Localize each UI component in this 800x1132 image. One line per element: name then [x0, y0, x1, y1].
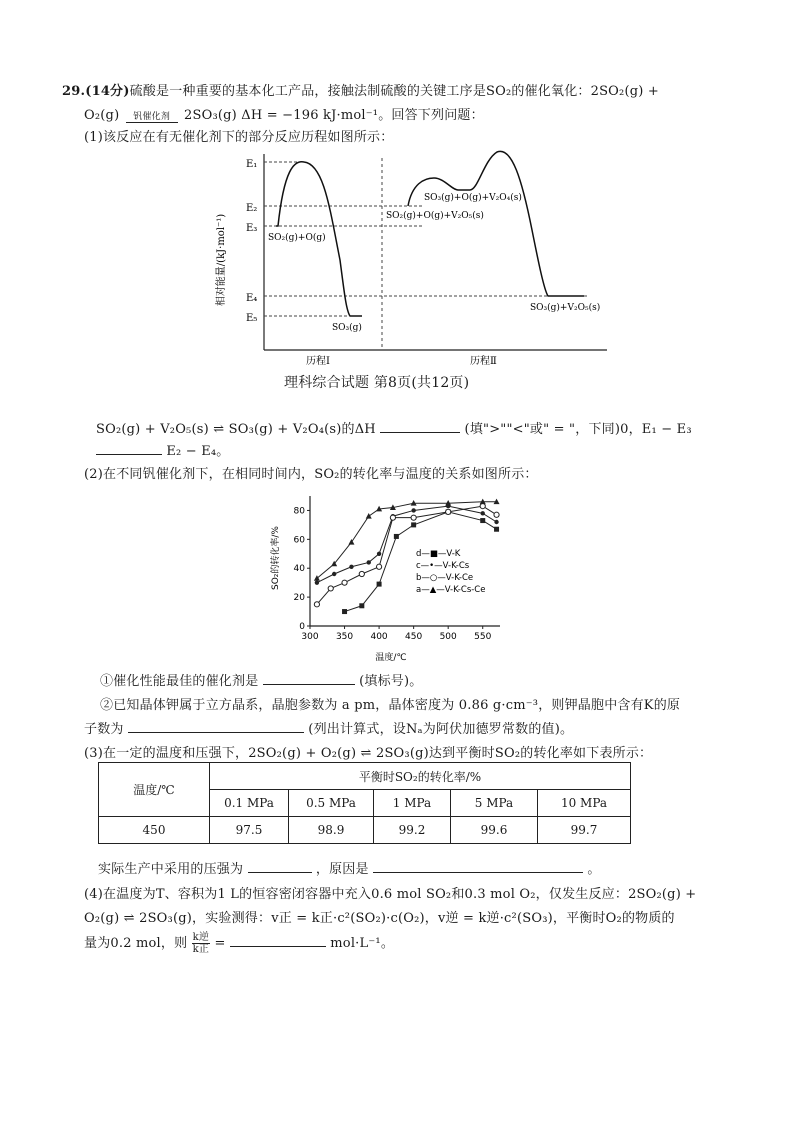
answer-blank-pressure[interactable] — [248, 858, 312, 873]
chart-legend-entry: d—■—V-K — [416, 549, 461, 559]
chart-point — [377, 552, 381, 556]
energy-ylabel: 相对能量/(kJ·mol⁻¹) — [216, 213, 227, 307]
chart-legend-entry: c—•—V-K-Cs — [416, 561, 470, 571]
chart-point — [359, 603, 364, 608]
table-row-header: 温度/℃ — [99, 763, 210, 817]
catalyst-arrow — [124, 109, 180, 122]
answer-blank-reason[interactable] — [373, 858, 583, 873]
chart-point — [376, 564, 381, 569]
chart-point — [411, 508, 415, 512]
chart-y-tick-label: 60 — [293, 535, 305, 546]
part-3-fill-b: ，原因是 — [315, 862, 369, 877]
intro-line-2b: 2SO₃(g) ΔH = −196 kJ·mol⁻¹。回答下列问题： — [184, 108, 484, 123]
table-pressure: 1 MPa — [374, 790, 451, 817]
chart-point — [342, 609, 347, 614]
question-score: (14分) — [85, 84, 130, 99]
part-2-prompt: (2)在不同钒催化剂下，在相同时间内，SO₂的转化率与温度的关系如图所示： — [84, 467, 538, 482]
part-2-q2-line-2 — [84, 718, 573, 737]
label-so2-o: SO₂(g)+O(g) — [268, 233, 326, 243]
chart-x-tick-label: 500 — [439, 632, 457, 642]
chart-point — [332, 572, 336, 576]
table-pressure: 0.5 MPa — [289, 790, 374, 817]
page-footer: 理科综合试题 第8页(共12页) — [284, 375, 470, 391]
level-e3: E₃ — [246, 223, 258, 234]
part-4-line-3 — [84, 932, 394, 955]
chart-x-tick-label: 350 — [335, 632, 354, 642]
part-1-fill-c: E₂ − E₄。 — [166, 444, 230, 459]
catalyst-arrow-label: 钒催化剂 — [133, 112, 171, 122]
question-number — [62, 80, 659, 99]
path-2-curve — [408, 151, 584, 296]
part-3-prompt: (3)在一定的温度和压强下，2SO₂(g) + O₂(g) ⇌ 2SO₃(g)达到平衡时SO₂的转化率如下表所示： — [84, 746, 653, 761]
energy-diagram — [212, 150, 612, 370]
chart-point — [411, 515, 416, 520]
part-3-fill — [98, 858, 601, 877]
answer-blank-ratio[interactable] — [230, 932, 326, 947]
level-e5: E₅ — [246, 313, 258, 324]
table-pressure: 5 MPa — [451, 790, 538, 817]
chart-point — [446, 509, 451, 514]
chart-y-tick-label: 40 — [293, 564, 305, 575]
part-4-line-2: O₂(g) ⇌ 2SO₃(g)，实验测得：v正 = k正·c²(SO₂)·c(O₂)，v逆 = k逆·c²(SO₃)，平衡时O₂的物质的 — [84, 911, 675, 926]
chart-ylabel: SO₂的转化率/% — [271, 526, 281, 590]
table-value: 99.2 — [374, 817, 451, 844]
chart-point — [481, 511, 485, 515]
part-2-q1a: ①催化性能最佳的催化剂是 — [100, 674, 259, 689]
level-e4: E₄ — [246, 293, 258, 304]
chart-point — [349, 565, 353, 569]
chart-x-tick-label: 550 — [474, 632, 492, 642]
chart-y-tick-label: 20 — [293, 593, 305, 604]
table-value: 99.6 — [451, 817, 538, 844]
label-int1: SO₃(g)+O(g)+V₂O₄(s) — [424, 193, 522, 203]
intro-line-2a: O₂(g) — [84, 108, 120, 123]
chart-xlabel: 温度/℃ — [375, 653, 407, 663]
chart-series-line — [317, 502, 497, 579]
answer-blank-catalyst[interactable] — [263, 670, 355, 685]
part-1-fill-line — [96, 418, 692, 437]
table-temp: 450 — [99, 817, 210, 844]
chart-y-tick-label: 80 — [293, 506, 305, 517]
chart-point — [377, 582, 382, 587]
chart-point — [394, 534, 399, 539]
table-pressure: 0.1 MPa — [210, 790, 289, 817]
chart-x-tick-label: 300 — [301, 632, 319, 642]
part-3-fill-c: 。 — [587, 862, 601, 877]
conversion-chart — [266, 488, 516, 664]
chart-legend-entry: a—▲—V-K-Cs-Ce — [416, 585, 486, 595]
part-1-fill-b: (填">""<"或" = "，下同)0，E₁ − E₃ — [464, 422, 692, 437]
chart-point — [390, 515, 395, 520]
intro-line-2 — [84, 104, 484, 123]
fraction-numerator: k逆 — [192, 932, 210, 943]
answer-blank-dh[interactable] — [380, 418, 460, 433]
chart-x-tick-label: 450 — [405, 632, 423, 642]
part-4-line-1: (4)在温度为T、容积为1 L的恒容密闭容器中充入0.6 mol SO₂和0.3 mol O₂，仅发生反应：2SO₂(g) + — [84, 887, 697, 902]
level-e2: E₂ — [246, 203, 258, 214]
answer-blank-atoms[interactable] — [128, 718, 304, 733]
chart-point — [494, 520, 498, 524]
chart-point — [366, 513, 372, 519]
part-4-line-3a: 量为0.2 mol，则 — [84, 936, 188, 951]
part-2-q1b: (填标号)。 — [359, 674, 423, 689]
label-so3: SO₃(g) — [332, 323, 362, 333]
chart-point — [359, 571, 364, 576]
chart-point — [314, 602, 319, 607]
chart-point — [342, 580, 347, 585]
chart-legend-entry: b—○—V-K-Ce — [416, 573, 474, 583]
path-1-label: 历程Ⅰ — [306, 356, 330, 367]
part-1-fill-line-2 — [96, 440, 230, 459]
part-3-fill-a: 实际生产中采用的压强为 — [98, 862, 244, 877]
intro-line-1: 硫酸是一种重要的基本化工产品，接触法制硫酸的关键工序是SO₂的催化氧化：2SO₂(g) + — [129, 84, 659, 99]
chart-point — [328, 586, 333, 591]
chart-x-tick-label: 400 — [370, 632, 388, 642]
part-2-q1 — [100, 670, 422, 689]
part-2-q2c: (列出计算式，设Nₐ为阿伏加德罗常数的值)。 — [308, 722, 574, 737]
equilibrium-table — [98, 762, 631, 844]
chart-point — [480, 518, 485, 523]
part-4-eq: = — [214, 936, 226, 951]
table-value: 97.5 — [210, 817, 289, 844]
part-4-line-3c: mol·L⁻¹。 — [330, 936, 395, 951]
table-value: 98.9 — [289, 817, 374, 844]
label-int2: SO₂(g)+O(g)+V₂O₅(s) — [386, 211, 484, 221]
chart-point — [315, 580, 319, 584]
chart-point — [494, 512, 499, 517]
table-group-header: 平衡时SO₂的转化率/% — [210, 763, 631, 790]
chart-point — [480, 504, 485, 509]
answer-blank-energy[interactable] — [96, 440, 162, 455]
path-2-label: 历程Ⅱ — [470, 356, 497, 367]
label-prod: SO₃(g)+V₂O₅(s) — [530, 303, 601, 313]
part-1-prompt: (1)该反应在有无催化剂下的部分反应历程如图所示： — [84, 130, 394, 145]
question-number-text: 29. — [62, 84, 86, 99]
part-2-q2: ②已知晶体钾属于立方晶系，晶胞参数为 a pm，晶体密度为 0.86 g·cm⁻³，则钾晶胞中含有K的原 — [100, 698, 681, 713]
chart-y-tick-label: 0 — [299, 622, 305, 632]
level-e1: E₁ — [246, 159, 258, 170]
table-value: 99.7 — [538, 817, 631, 844]
chart-point — [411, 522, 416, 527]
part-2-q2b: 子数为 — [84, 722, 124, 737]
table-pressure: 10 MPa — [538, 790, 631, 817]
fraction-denominator: k正 — [192, 944, 210, 955]
rate-constant-fraction — [192, 932, 210, 955]
chart-point — [367, 560, 371, 564]
chart-point — [494, 527, 499, 532]
part-1-fill-a: SO₂(g) + V₂O₅(s) ⇌ SO₃(g) + V₂O₄(s)的ΔH — [96, 422, 376, 437]
table-row — [99, 817, 631, 844]
